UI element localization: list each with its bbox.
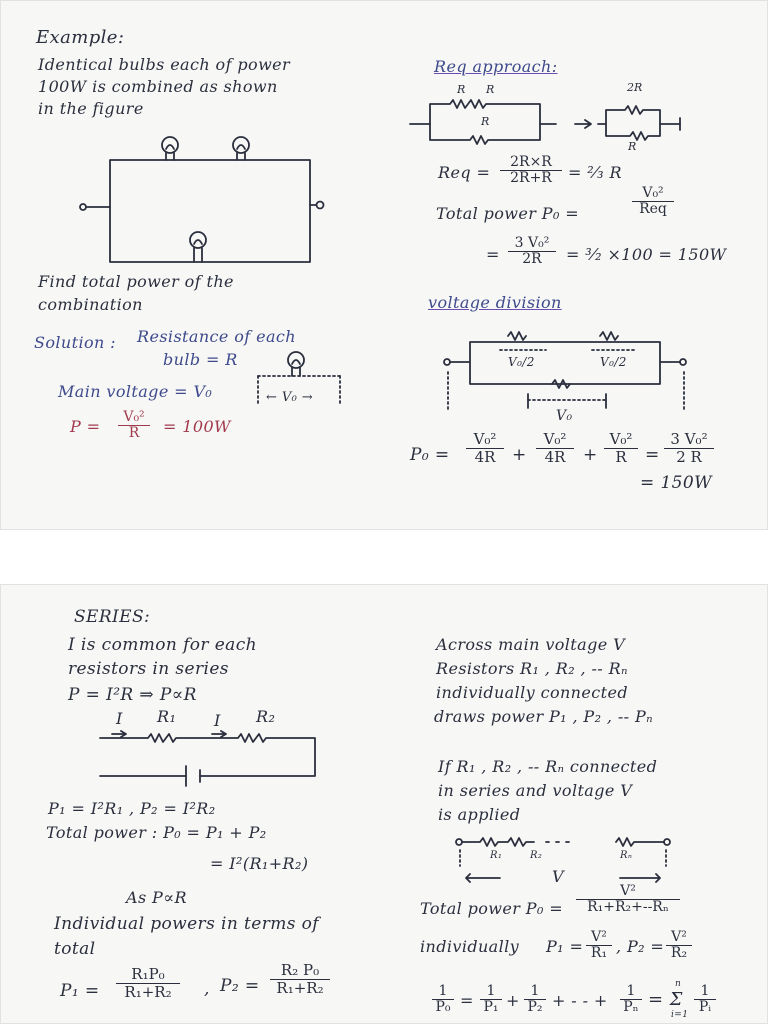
across-line-3: individually connected — [436, 683, 628, 702]
p0-plus-2: + — [583, 445, 598, 465]
recip-pi-numerator: 1 — [700, 983, 710, 999]
recip-p0-denominator: P₀ — [432, 999, 454, 1015]
power-lhs: P = — [70, 417, 101, 436]
total-power-numerator: V₀² — [642, 185, 664, 201]
series-total-power: Total power : P₀ = P₁ + P₂ — [46, 823, 267, 842]
series-p1-lhs: P₁ = — [60, 981, 100, 1001]
total-power-label: Total power P₀ = — [436, 204, 580, 223]
solution-line-2: bulb = R — [163, 350, 238, 369]
series-label-r2: R₂ — [256, 707, 276, 726]
series-p1-denominator: R₁+R₂ — [116, 983, 180, 1001]
series-label-i-2: I — [214, 711, 221, 730]
req-label-r2: R — [486, 83, 495, 96]
p0-term3-denominator: R — [604, 448, 638, 466]
across-label-rn: Rₙ — [620, 850, 633, 861]
solution-line-1: Resistance of each — [137, 327, 296, 346]
power-numerator: V₀² — [123, 409, 145, 425]
if-line-3: is applied — [438, 805, 521, 824]
across-ind-p2-fraction — [666, 930, 692, 962]
total-power2-denominator: 2R — [508, 251, 556, 267]
recip-sum-sub: i=1 — [671, 1010, 689, 1020]
recip-sum: = Σ — [648, 989, 683, 1010]
series-total-power-2: = I²(R₁+R₂) — [210, 854, 309, 873]
series-p2-numerator: R₂ P₀ — [280, 961, 320, 979]
req-label-r-right: R — [628, 140, 637, 153]
recip-equals: = — [460, 991, 474, 1010]
req-numerator: 2R×R — [510, 154, 552, 170]
series-heading: SERIES: — [74, 607, 151, 627]
recip-p1-numerator: 1 — [486, 983, 496, 999]
if-line-1: If R₁ , R₂ , -- Rₙ connected — [438, 757, 658, 776]
across-label-r1: R₁ — [490, 850, 503, 861]
series-as-p-r: As P∝R — [126, 888, 187, 907]
req-label-r3: R — [481, 115, 490, 128]
req-label-2r: 2R — [627, 81, 643, 94]
req-denominator: 2R+R — [500, 170, 562, 186]
problem-line-1: Identical bulbs each of power — [38, 55, 291, 74]
voltage-arrow-label: ← V₀ → — [266, 390, 314, 405]
recip-p0-fraction — [432, 984, 454, 1016]
recip-pi-fraction — [694, 984, 716, 1016]
across-ind-p1-numerator: V² — [591, 929, 607, 945]
across-total-power-label: Total power P₀ = — [420, 899, 564, 918]
across-line-1: Across main voltage V — [436, 635, 626, 654]
recip-pn-fraction — [620, 984, 642, 1016]
recip-p0-numerator: 1 — [438, 983, 448, 999]
recip-pn-denominator: Pₙ — [620, 999, 642, 1015]
across-label-r2: R₂ — [530, 850, 543, 861]
p0-term4-numerator: 3 V₀² — [670, 430, 708, 448]
req-result: = ²⁄₃ R — [568, 163, 622, 182]
req-label-r1: R — [457, 83, 466, 96]
req-lhs: Req = — [438, 163, 491, 182]
recip-plus: + — [506, 991, 520, 1010]
recip-p2-fraction — [524, 984, 546, 1016]
if-line-2: in series and voltage V — [438, 781, 633, 800]
recip-p2-numerator: 1 — [530, 983, 540, 999]
across-line-4: draws power P₁ , P₂ , -- Pₙ — [434, 707, 654, 726]
p0-equals: = — [645, 445, 660, 465]
recip-p1-denominator: P₁ — [480, 999, 502, 1015]
p0-term1-numerator: V₀² — [473, 430, 497, 448]
series-line-1: I is common for each — [68, 635, 257, 655]
main-voltage: Main voltage = V₀ — [58, 382, 213, 401]
voltage-division-v0: V₀ — [556, 408, 573, 424]
p0-result: = 150W — [640, 473, 712, 493]
across-ind-p1-lhs: P₁ = — [546, 937, 584, 956]
p0-term2-denominator: 4R — [536, 448, 574, 466]
problem-line-2: 100W is combined as shown — [38, 77, 278, 96]
series-individual-line-1: Individual powers in terms of — [54, 914, 319, 934]
across-total-power-numerator: V² — [620, 883, 636, 899]
example-heading: Example: — [36, 27, 125, 48]
p0-term2-numerator: V₀² — [543, 430, 567, 448]
recip-pn-numerator: 1 — [626, 983, 636, 999]
total-power2-lhs: = — [486, 245, 500, 264]
half-voltage-left: V₀/2 — [508, 355, 535, 369]
series-line-2: resistors in series — [68, 659, 229, 679]
series-line-3: P = I²R ⇒ P∝R — [68, 685, 197, 705]
across-individually-label: individually — [420, 937, 520, 956]
voltage-division-heading: voltage division — [428, 293, 562, 312]
total-power-denominator: Req — [632, 201, 674, 217]
across-ind-p2-denominator: R₂ — [666, 945, 692, 961]
across-total-power-denominator: R₁+R₂+--Rₙ — [576, 899, 680, 915]
across-line-2: Resistors R₁ , R₂ , -- Rₙ — [436, 659, 628, 678]
p0-lhs: P₀ = — [410, 445, 450, 465]
total-power2-numerator: 3 V₀² — [514, 235, 550, 251]
recip-p2-denominator: P₂ — [524, 999, 546, 1015]
across-ind-p2-lhs: , P₂ = — [616, 937, 665, 956]
across-total-power-fraction — [576, 884, 680, 916]
series-label-i-1: I — [116, 709, 123, 728]
p0-plus-1: + — [512, 445, 527, 465]
p0-term4-denominator: 2 R — [664, 448, 714, 466]
recip-p1-fraction — [480, 984, 502, 1016]
series-label-r1: R₁ — [157, 707, 177, 726]
across-ind-p1-fraction — [586, 930, 612, 962]
series-p2-lhs: P₂ = — [220, 976, 260, 996]
total-power2-result: = ³⁄₂ ×100 = 150W — [566, 245, 727, 264]
recip-dots: + - - + — [552, 991, 608, 1010]
series-comma: , — [204, 979, 210, 999]
series-individual-line-2: total — [54, 939, 96, 959]
series-p2-denominator: R₁+R₂ — [270, 979, 330, 997]
power-denominator: R — [118, 425, 150, 441]
problem-line-3: in the figure — [38, 99, 144, 118]
across-ind-p1-denominator: R₁ — [586, 945, 612, 961]
find-line-1: Find total power of the — [38, 272, 234, 291]
power-result: = 100W — [163, 417, 231, 436]
find-line-2: combination — [38, 295, 143, 314]
p0-term1-denominator: 4R — [466, 448, 504, 466]
req-approach-heading: Req approach: — [434, 57, 558, 76]
recip-pi-denominator: Pᵢ — [694, 999, 716, 1015]
solution-label: Solution : — [34, 333, 116, 352]
series-individual-power: P₁ = I²R₁ , P₂ = I²R₂ — [48, 799, 216, 818]
half-voltage-right: V₀/2 — [600, 355, 627, 369]
series-p1-numerator: R₁P₀ — [131, 965, 165, 983]
p0-term3-numerator: V₀² — [609, 430, 633, 448]
recip-sum-sup: n — [675, 979, 682, 989]
across-label-v: V — [552, 867, 564, 886]
across-ind-p2-numerator: V² — [671, 929, 687, 945]
